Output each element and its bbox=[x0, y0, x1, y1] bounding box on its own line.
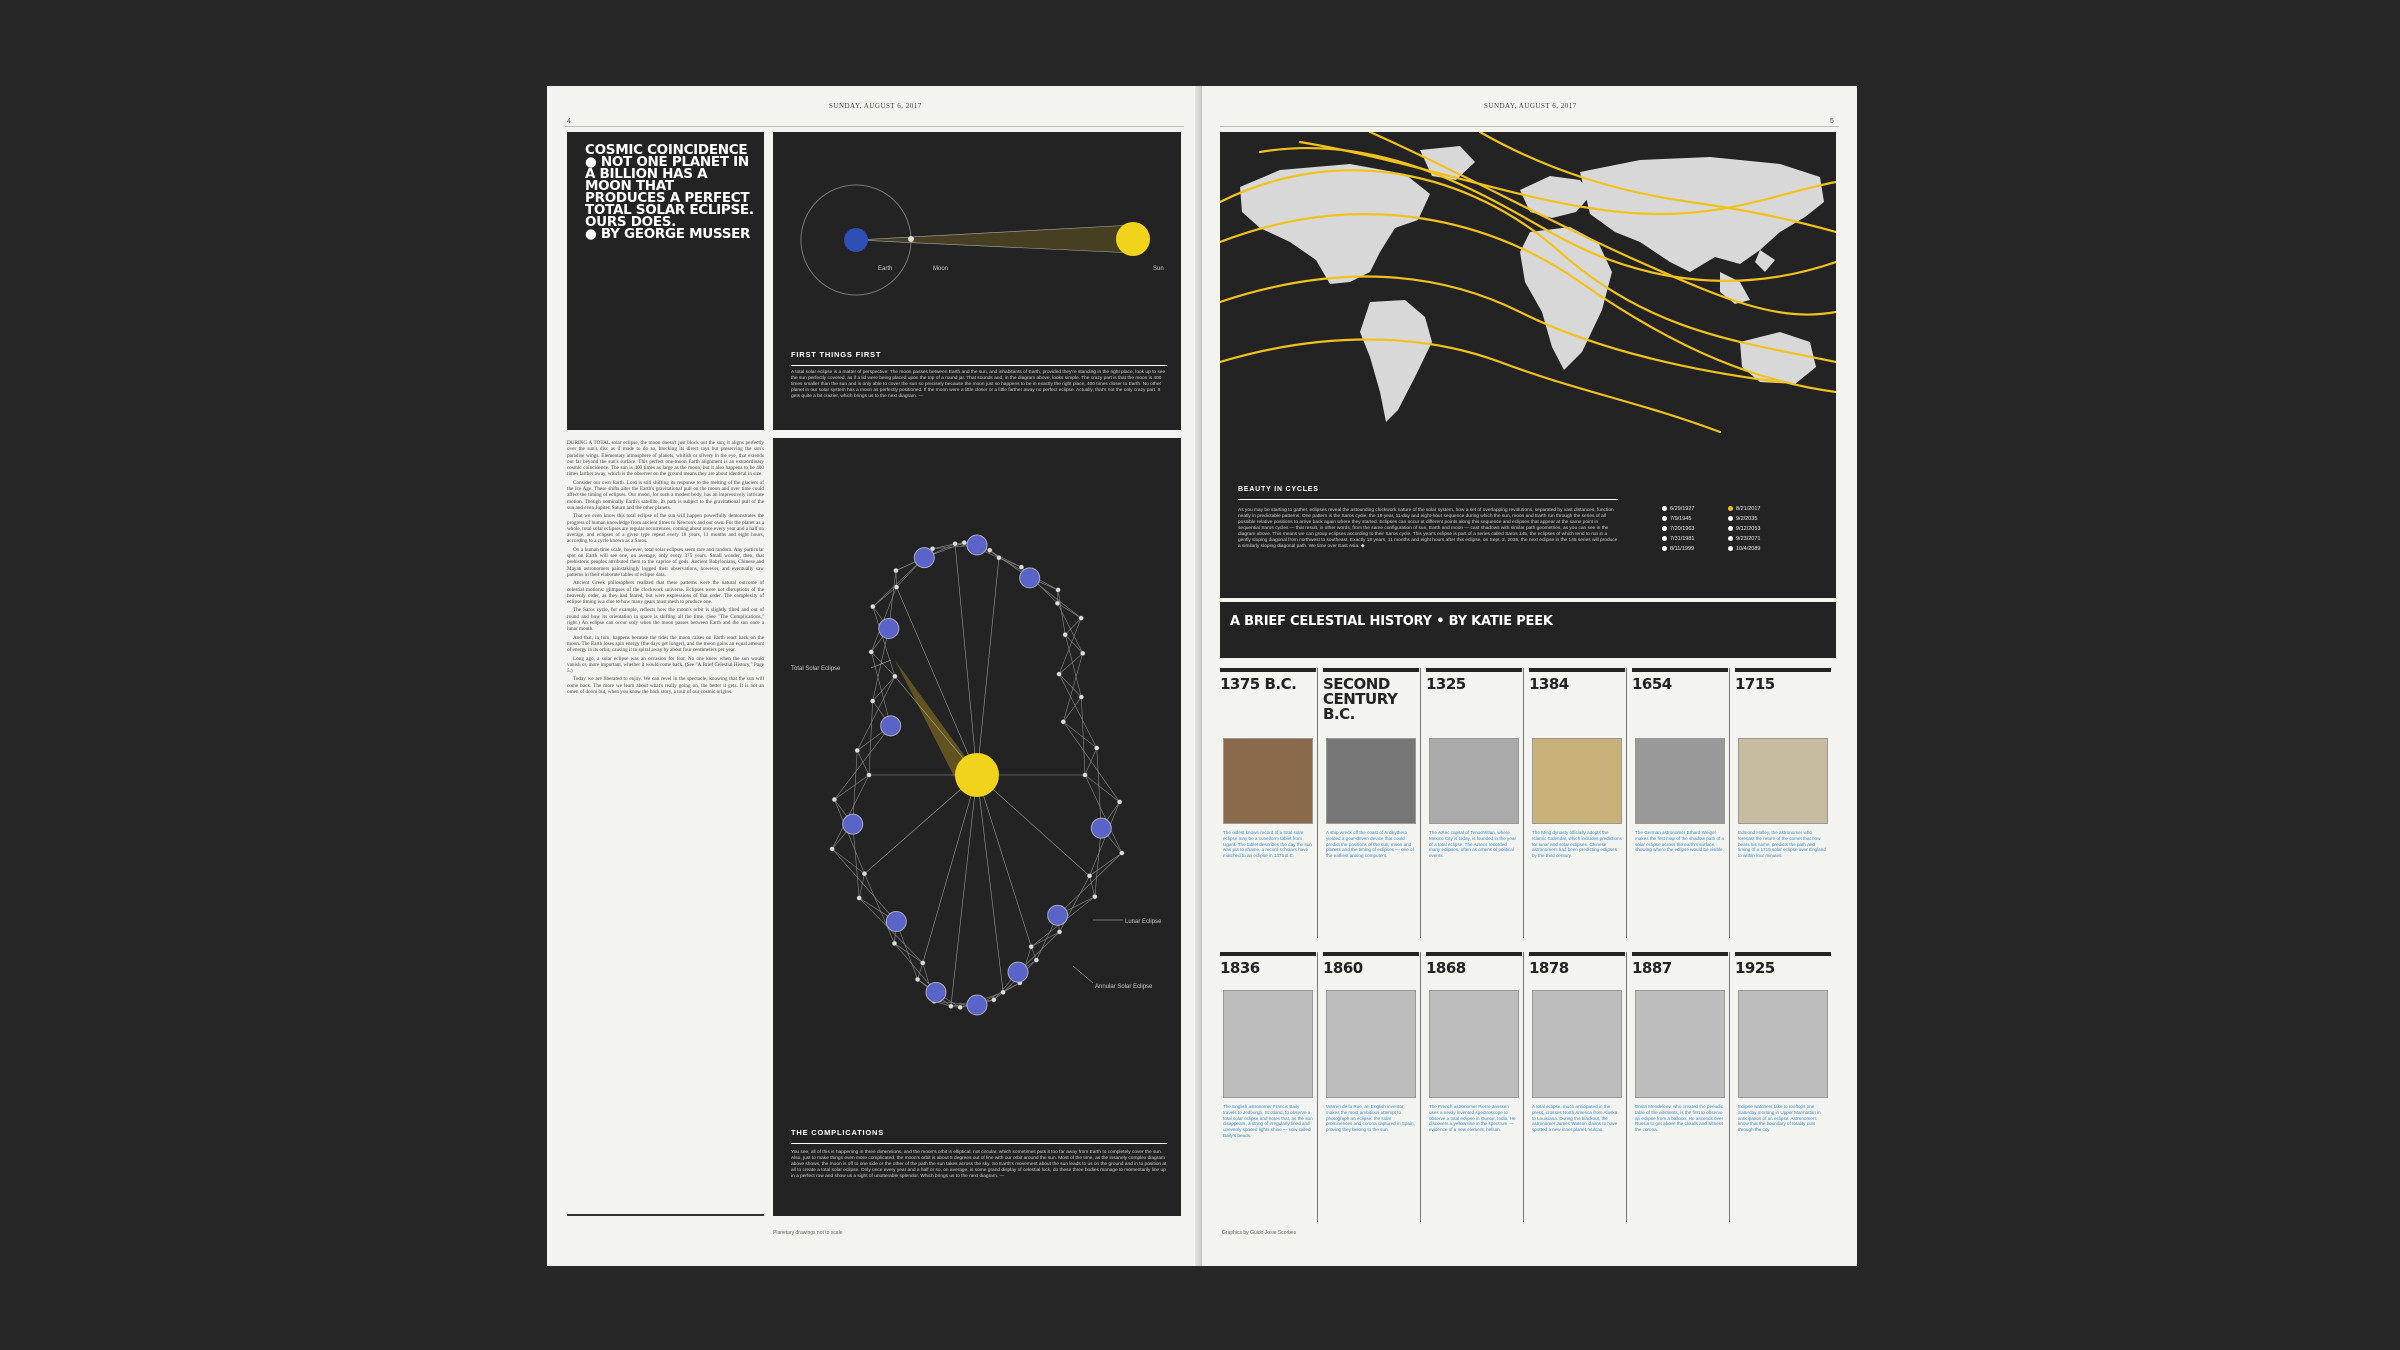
annular-eclipse-label: Annular Solar Eclipse bbox=[1095, 984, 1153, 990]
history-year: 1868 bbox=[1426, 959, 1466, 977]
history-year: 1375 B.C. bbox=[1220, 675, 1297, 693]
legend-item: 8/21/2017 bbox=[1728, 504, 1760, 514]
history-caption: The English astronomer Francis Baily travels to Jedburgh, Scotland, to observe a total solar eclipse and notes that, as the sun disappears, a string of irregularly lined and unevenly spaced lights shine — now called Baily's beads. bbox=[1223, 1104, 1313, 1138]
history-cell bbox=[1220, 952, 1316, 1138]
lunar-eclipse-label: Lunar Eclipse bbox=[1125, 919, 1162, 925]
history-caption: The Aztec capital of Tenochtitlan, where Mexico City is today, is founded in the year of a total eclipse. The Aztecs recorded many eclipses, often as omens of political events. bbox=[1429, 830, 1516, 859]
legend-item: 7/31/1981 bbox=[1662, 534, 1694, 544]
central-sun-icon bbox=[955, 753, 999, 797]
history-caption: Edmond Halley, the astronomer who forecast the return of the comet that now bears his name, predicts the path and timing of a 1715 solar eclipse over England to within four minutes. bbox=[1738, 830, 1826, 859]
headline-deck: ● NOT ONE PLANET IN A BILLION HAS A MOON THAT PRODUCES A PERFECT TOTAL SOLAR ECLIPSE. OURS DOES. bbox=[585, 154, 754, 230]
history-cell bbox=[1632, 952, 1728, 1133]
moon-icon bbox=[908, 236, 914, 242]
credit-right: Graphics by Guido Josie Scorbes bbox=[1222, 1230, 1297, 1236]
body-paragraph: Long ago, a solar eclipse was an occasion for fear. No one knew when the sun would vanish or, more important, whether it would come back. (See "A Brief Celestial History," Page 5.) bbox=[567, 655, 764, 675]
history-cell bbox=[1323, 668, 1419, 859]
history-caption: A ship wreck off the coast of Antikythera yielded a gear-driven device that could predict the positions of the sun, moon and planets and the timing of eclipses — one of the earliest analog computers. bbox=[1326, 830, 1414, 859]
history-image bbox=[1326, 990, 1416, 1098]
headline-byline: ● BY GEORGE MUSSER bbox=[585, 226, 751, 242]
light-cone bbox=[856, 225, 1133, 253]
history-caption: The oldest known record of a total solar eclipse may be a cuneiform tablet from Ugarit. The tablet describes the day the sun was put to shame, a record scholars have matched to an eclipse in 1375 B.C. bbox=[1223, 830, 1312, 859]
earth-label: Earth bbox=[878, 266, 893, 272]
running-head-left: SUNDAY, AUGUST 6, 2017 bbox=[829, 102, 922, 110]
eclipse-path-map bbox=[1220, 132, 1836, 462]
history-caption: The Ming dynasty officially adopts the Islamic Calendar, which includes predictions for lunar and solar eclipses. Chinese astronomers had been predicting eclipses by the third century. bbox=[1532, 830, 1622, 859]
top-rule-right bbox=[1220, 126, 1839, 127]
column-divider bbox=[1420, 668, 1421, 938]
legend-col-left bbox=[1662, 504, 1694, 554]
legend-item: 7/20/1963 bbox=[1662, 524, 1694, 534]
history-caption: A total eclipse, much anticipated in the press, crosses North America from Alaska to Louisiana. During the blackout, the astronomer James Watson claims to have spotted a new inner planet, Vulcan. bbox=[1532, 1104, 1618, 1133]
history-cell bbox=[1529, 952, 1625, 1133]
history-year: 1654 bbox=[1632, 675, 1672, 693]
history-cell bbox=[1426, 668, 1522, 859]
earth-icon bbox=[881, 716, 901, 736]
earth-icon bbox=[1020, 568, 1040, 588]
legend-item: 6/29/1927 bbox=[1662, 504, 1694, 514]
world-continents bbox=[1240, 146, 1824, 422]
history-image bbox=[1738, 738, 1828, 824]
history-image bbox=[1223, 990, 1313, 1098]
history-caption: Dmitri Mendeleev, who created the periodic table of the elements, is the first to observe an eclipse from a balloon. He ascends over Russia to get above the clouds and witness the corona. bbox=[1635, 1104, 1724, 1133]
history-cell bbox=[1426, 952, 1522, 1133]
column-divider bbox=[1729, 952, 1730, 1222]
body-paragraph: Today we are liberated to enjoy. We can revel in the spectacle, knowing that the sun will come back. The more we learn about what's really going on, the better it gets. It is not an omen of doom but, when you know the back story, a tour of our cosmic origins. bbox=[567, 676, 764, 695]
earth-icon bbox=[879, 618, 899, 638]
history-year: 1325 bbox=[1426, 675, 1466, 693]
column-divider bbox=[1729, 668, 1730, 938]
body-paragraph: DURING A TOTAL solar eclipse, the moon doesn't just block out the sun; it aligns perfectly over the sun's disc as if made to do so, blocking its direct rays but preserving the sun's paradise wings. Elementary atmosphere of planets, whitish or silvery in the eye, that extends out far beyond the sun's surface. This perfect one-moon Earth alignment is an extraordinary cosmic coincidence. The sun is 400 times as large as the moon, but it also happens to be 400 times farther away, which is the observer on the ground means they are about identical in size. bbox=[567, 440, 764, 478]
headline-kicker: COSMIC COINCIDENCE bbox=[585, 142, 748, 158]
column-divider bbox=[1420, 952, 1421, 1222]
history-cell bbox=[1735, 668, 1831, 859]
legend-item: 8/11/1999 bbox=[1662, 544, 1694, 554]
right-page bbox=[1202, 86, 1857, 1266]
earth-icon bbox=[914, 548, 934, 568]
history-year: 1715 bbox=[1735, 675, 1775, 693]
left-page bbox=[547, 86, 1202, 1266]
history-year: 1384 bbox=[1529, 675, 1569, 693]
history-image bbox=[1635, 738, 1725, 824]
column-divider bbox=[1626, 668, 1627, 938]
body-paragraph: The Saros cycle, for example, reflects how the moon's orbit is slightly tilted and out of round and how its orientation in space is shifting all the time. (See "The Complications," right.) An eclipse can occur only when the moon passes between Earth and the sun once a lunar month. bbox=[567, 607, 764, 633]
history-caption: Warren de la Rue, an English inventor, makes the most ambitious attempt to photograph an eclipse: the solar prominences and corona captured in Spain, proving they belong to the sun. bbox=[1326, 1104, 1415, 1133]
map-section-title: BEAUTY IN CYCLES bbox=[1238, 486, 1618, 500]
column-divider bbox=[1523, 952, 1524, 1222]
history-cell bbox=[1323, 952, 1419, 1133]
legend-item: 7/9/1945 bbox=[1662, 514, 1694, 524]
earth-icon bbox=[843, 814, 863, 834]
complications-diagram bbox=[773, 438, 1181, 1098]
history-year: 1836 bbox=[1220, 959, 1260, 977]
legend-col-right bbox=[1728, 504, 1760, 554]
page-number-right: 5 bbox=[1830, 118, 1834, 125]
history-image bbox=[1738, 990, 1828, 1098]
body-paragraph: On a human time scale, however, total solar eclipses seem rare and random. Any particular spot on Earth will see one, on average, only every 375 years. Small wonder, then, that prehistoric peoples attributed them to the caprice of gods. Ancient Babylonians, Chinese and Mayan astronomers painstakingly logged their observations, however, and eventually saw patterns in their elaborate tables of eclipse data. bbox=[567, 546, 764, 578]
history-image bbox=[1532, 738, 1622, 824]
history-year: 1887 bbox=[1632, 959, 1672, 977]
history-image bbox=[1223, 738, 1313, 824]
earth-icon bbox=[886, 912, 906, 932]
body-paragraph: Ancient Greek philosophers realized that these patterns were the natural outcome of celestial motions: glimpses of the clockwork universe. Eclipses were not disruptions of the heavenly order, as they had feared, but were expressions of that order. The complexity of eclipse timing is a clue to how many gears must mesh to produce one. bbox=[567, 580, 764, 606]
earth-icon bbox=[1048, 905, 1068, 925]
history-caption: The French astronomer Pierre Janssen uses a newly invented spectroscope to observe a total eclipse in Guntur, India. He discovers a yellow line in the spectrum — evidence of a new element, helium. bbox=[1429, 1104, 1516, 1133]
legend-item: 9/23/2071 bbox=[1728, 534, 1760, 544]
earth-icon bbox=[967, 535, 987, 555]
column-divider bbox=[1626, 952, 1627, 1222]
complications-panel bbox=[773, 438, 1181, 1216]
legend-item: 9/12/2053 bbox=[1728, 524, 1760, 534]
history-cell bbox=[1220, 668, 1316, 859]
complications-title: THE COMPLICATIONS bbox=[791, 1128, 1167, 1144]
sun-label: Sun bbox=[1153, 266, 1164, 272]
history-title: A BRIEF CELESTIAL HISTORY • BY KATIE PEEK bbox=[1220, 602, 1836, 658]
first-things-text: A total solar eclipse is a matter of perspective: The moon passes between Earth and the sun, and inhabitants of Earth, provided they're standing in the right place, look up to see the sun perfectly covered, as if a lid were being placed upon the top of a round jar. That sounds and, in the diagram above, looks simple. The crazy part is that the moon is 400 times smaller than the sun and is only able to cover the sun so precisely because the moon just so happens to be in exactly the right place, 400 times closer to Earth. No other planet in our solar system has a moon as perfectly positioned. If the moon were a little closer or a little farther away no perfect eclipse. Actually, that's not the only crazy part. It gets quite a bit crazier, which brings us to the next diagram. — bbox=[791, 370, 1166, 399]
history-caption: The German astronomer Erhard Weigel makes the first map of the shadow path of a solar eclipse across the earth's surface, showing where the eclipse would be visible. bbox=[1635, 830, 1725, 853]
running-head-right: SUNDAY, AUGUST 6, 2017 bbox=[1484, 102, 1577, 110]
body-paragraph: Consider our own Earth. Lord is still shifting its response to the melting of the glaciers of the Ice Age. These shifts alter the Earth's gravitational pull on the moon and over time could affect the timing of eclipses. Our moon, for such a modest body, has an impressively intricate motion. Though nominally Earth's satellite, its path is subject to the gravitational pull of the sun and even Jupiter. Saturn and the other planets. bbox=[567, 479, 764, 511]
earth-icon bbox=[926, 982, 946, 1002]
history-image bbox=[1635, 990, 1725, 1098]
history-year: SECOND CENTURY B.C. bbox=[1323, 675, 1398, 723]
sun-icon bbox=[1116, 222, 1150, 256]
history-cell bbox=[1735, 952, 1831, 1133]
headline-panel bbox=[567, 132, 764, 430]
earth-icon bbox=[844, 228, 868, 252]
history-cell bbox=[1529, 668, 1625, 859]
history-image bbox=[1326, 738, 1416, 824]
history-image bbox=[1429, 738, 1519, 824]
total-eclipse-label: Total Solar Eclipse bbox=[791, 666, 841, 672]
history-year: 1925 bbox=[1735, 959, 1775, 977]
legend-item: 9/2/2035 bbox=[1728, 514, 1760, 524]
body-end-rule bbox=[567, 1214, 764, 1216]
body-paragraph: And that, in turn, happens because the tides the moon raises on Earth react back on the moon. The Earth loses spin energy (the days get longer), and the moon gains an equal amount of energy in its orbit, causing it to spiral away by about four centimeters per year. bbox=[567, 634, 764, 654]
map-section-text: As you may be starting to gather, eclipses reveal the astounding clockwork nature of the solar system, how a set of overlapping revolutions, separated by vast distances, function neatly in predictable patterns. One pattern is the Saros cycle, the 18-year, 11-day and eight-hour sequence during which the sun, moon and Earth run through the series of all possible relative positions to arrive back again where they started. Eclipses can occur at different points along this sequence and eclipses that appear at the same point in sequential Saros cycles — that result, in other words, from the same configuration of sun, Earth and moon — cast shadows with similar path geometries, as you can see in the diagram above. This means we can group eclipses according to their Saros cycle. This year's eclipse is part of a series called Saros 145, the eclipses of which tend to run in a gently sloping diagonal from northwest to southeast. Exactly 18 years, 11 months and eight hours after this eclipse, on Sept. 2, 2035, the next eclipse in the 145 series will produce a similarly sloping diagonal path. We time over East Asia. ◆ bbox=[1238, 508, 1618, 549]
complications-text: You see, all of this is happening in three dimensions, and the moon's orbit is elliptical, not circular, which sometimes puts it too far away from Earth to completely cover the sun. Also, just to make things even more complicated, the moon's orbit is about 5 degrees out of line with our orbit around the sun. Most of the time, as the insanely complex diagram above shows, the moon is off to one side or the other of the path the sun takes across the sky. So Earth's movement about the sun leads to us on the ground and in to position at all to create a total solar eclipse. Only once every year and a half or so, on average, is some grand display of celestial luck, do these three bodies manage to momentarily line up in a perfect row and show us a sight of unutterable splendor. Which brings us to the next diagram. — bbox=[791, 1150, 1167, 1179]
headline bbox=[585, 144, 755, 240]
legend-item: 10/4/2089 bbox=[1728, 544, 1760, 554]
article-body bbox=[567, 440, 764, 1210]
history-caption: Eclipse watchers take to rooftops one Saturday morning in Upper Manhattan in anticipation of an eclipse. Astronomers know that the boundary of totality cuts through the city. bbox=[1738, 1104, 1821, 1133]
column-divider bbox=[1317, 668, 1318, 938]
earth-moon-sun-diagram bbox=[773, 132, 1181, 352]
column-divider bbox=[1523, 668, 1524, 938]
first-things-panel bbox=[773, 132, 1181, 430]
map-panel bbox=[1220, 132, 1836, 598]
body-paragraph: That we even know this total eclipse of the sun will happen powerfully demonstrates the progress of human knowledge from ancient times to Newton's and our own. For the planet as a whole, total solar eclipses are regular occurrences, coming about once every year and a half on average, and eclipses of a given type repeat every 18 years, 11 months and eight hours, according to a cycle known as a Saros. bbox=[567, 513, 764, 545]
page-number-left: 4 bbox=[567, 118, 571, 125]
history-cell bbox=[1632, 668, 1728, 853]
column-divider bbox=[1317, 952, 1318, 1222]
history-image bbox=[1429, 990, 1519, 1098]
moon-label: Moon bbox=[933, 266, 949, 272]
earth-icon bbox=[1008, 962, 1028, 982]
earth-icon bbox=[1091, 818, 1111, 838]
history-year: 1878 bbox=[1529, 959, 1569, 977]
credit-left: Planetary drawings not to scale bbox=[773, 1230, 843, 1236]
history-year: 1860 bbox=[1323, 959, 1363, 977]
top-rule bbox=[565, 126, 1184, 127]
earth-icon bbox=[967, 995, 987, 1015]
history-image bbox=[1532, 990, 1622, 1098]
first-things-title: FIRST THINGS FIRST bbox=[791, 350, 1167, 366]
